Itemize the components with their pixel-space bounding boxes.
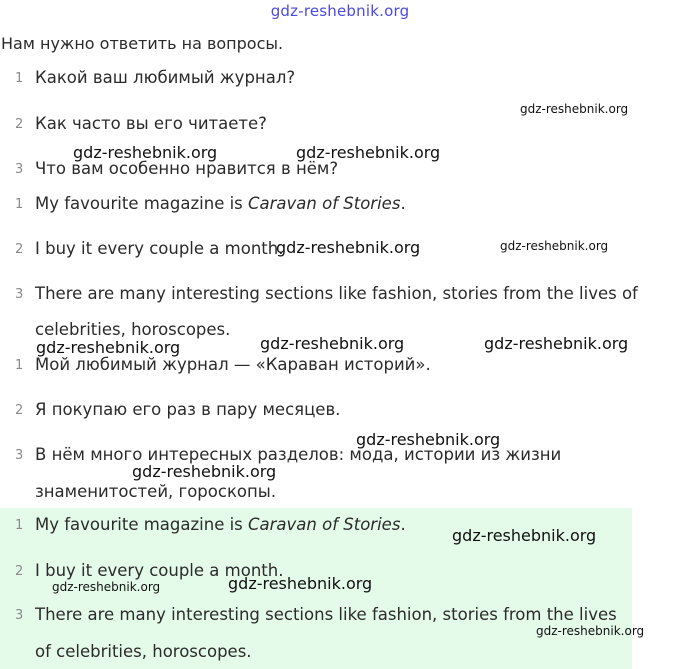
answer-text: Я покупаю его раз в пару месяцев. — [35, 400, 341, 419]
answer-text: My favourite magazine is Caravan of Stories. — [35, 515, 406, 534]
question-text: Что вам особенно нравится в нём? — [35, 159, 339, 178]
watermark: gdz-reshebnik.org — [484, 334, 629, 353]
watermark: gdz-reshebnik.org — [228, 574, 373, 593]
watermark: gdz-reshebnik.org — [452, 526, 597, 545]
item-number: 1 — [15, 71, 24, 86]
item-number: 1 — [15, 358, 24, 373]
site-header-link[interactable]: gdz-reshebnik.org — [270, 2, 410, 20]
watermark: gdz-reshebnik.org — [536, 624, 645, 638]
watermark: gdz-reshebnik.org — [73, 143, 218, 162]
watermark: gdz-reshebnik.org — [260, 334, 405, 353]
answer-text: There are many interesting sections like fashion, stories from the lives — [35, 605, 617, 624]
watermark: gdz-reshebnik.org — [296, 143, 441, 162]
watermark: gdz-reshebnik.org — [276, 238, 421, 257]
magazine-title: Caravan of Stories — [248, 194, 401, 213]
answer-text-continued: of celebrities, horoscopes. — [35, 642, 252, 661]
intro-text: Нам нужно ответить на вопросы. — [1, 34, 284, 53]
item-number: 2 — [15, 117, 24, 132]
answer-text-continued: celebrities, horoscopes. — [35, 320, 231, 339]
item-number: 3 — [15, 287, 24, 302]
item-number: 2 — [15, 242, 24, 257]
answer-text: I buy it every couple a month. — [35, 239, 284, 258]
item-number: 2 — [15, 403, 24, 418]
item-number: 1 — [15, 197, 24, 212]
question-text: Как часто вы его читаете? — [35, 114, 267, 133]
watermark: gdz-reshebnik.org — [356, 430, 501, 449]
watermark: gdz-reshebnik.org — [52, 580, 161, 594]
watermark: gdz-reshebnik.org — [520, 102, 629, 116]
item-number: 2 — [15, 564, 24, 579]
answer-text: I buy it every couple a month. — [35, 561, 284, 580]
item-number: 3 — [15, 162, 24, 177]
item-number: 3 — [15, 448, 24, 463]
watermark: gdz-reshebnik.org — [36, 338, 181, 357]
watermark: gdz-reshebnik.org — [132, 462, 277, 481]
answer-text-continued: знаменитостей, гороскопы. — [35, 482, 277, 501]
question-text: Какой ваш любимый журнал? — [35, 68, 296, 87]
answer-text: My favourite magazine is Caravan of Stories. — [35, 194, 406, 213]
magazine-title: Caravan of Stories — [248, 515, 401, 534]
answer-text: There are many interesting sections like fashion, stories from the lives of — [35, 284, 638, 303]
answer-text: В нём много интересных разделов: мода, истории из жизни — [35, 445, 562, 464]
item-number: 1 — [15, 518, 24, 533]
watermark: gdz-reshebnik.org — [500, 239, 609, 253]
item-number: 3 — [15, 608, 24, 623]
answer-text: Мой любимый журнал — «Караван историй». — [35, 355, 431, 374]
